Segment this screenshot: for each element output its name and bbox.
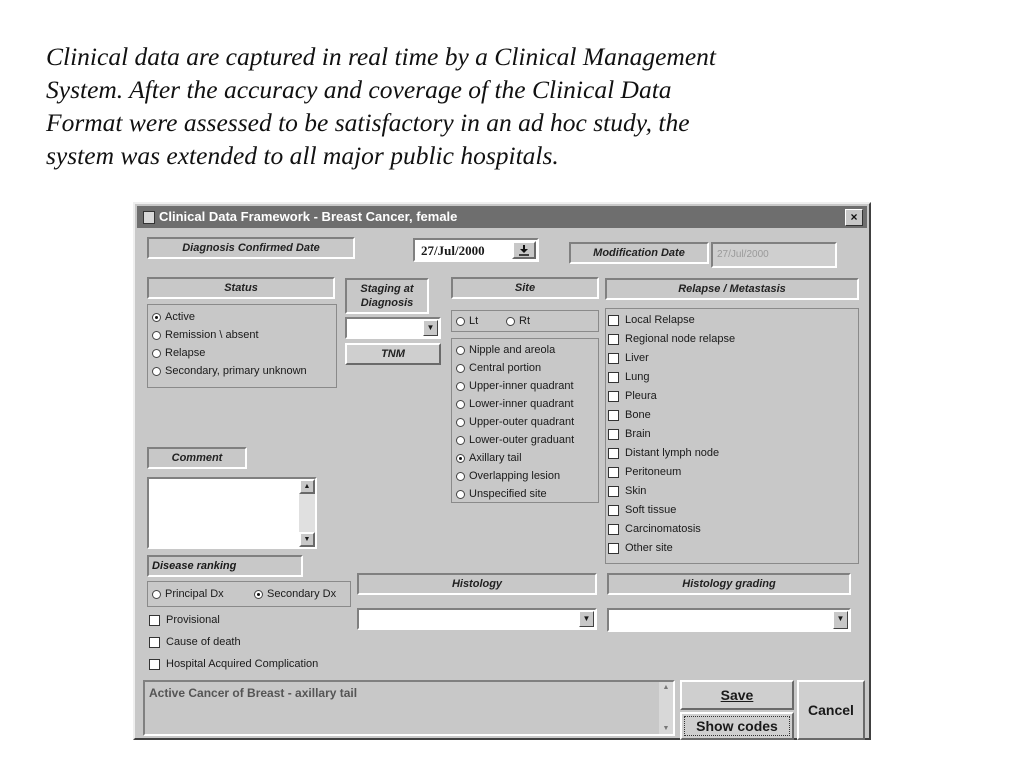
- title-bar[interactable]: [137, 206, 867, 228]
- checkbox-icon: [608, 448, 619, 459]
- site-option[interactable]: Lower-inner quadrant: [456, 396, 574, 413]
- tnm-button[interactable]: TNM: [345, 343, 441, 365]
- diagnosis-date-field[interactable]: [413, 238, 539, 262]
- relapse-checkbox[interactable]: Soft tissue: [608, 502, 676, 519]
- side-option-right[interactable]: Rt: [506, 313, 530, 330]
- provisional-checkbox[interactable]: Provisional: [149, 612, 220, 629]
- site-option[interactable]: Lower-outer graduant: [456, 432, 574, 449]
- side-option-left[interactable]: Lt: [456, 313, 478, 330]
- clinical-data-window: [133, 202, 871, 740]
- caption-line: system was extended to all major public hospitals.: [46, 141, 559, 170]
- radio-icon: [456, 346, 465, 355]
- radio-icon: [152, 313, 161, 322]
- radio-icon: [152, 349, 161, 358]
- checkbox-icon: [608, 543, 619, 554]
- checkbox-icon: [149, 637, 160, 648]
- disease-ranking-header: Disease ranking: [147, 555, 303, 577]
- window-app-icon: [143, 211, 155, 224]
- relapse-checkbox[interactable]: Regional node relapse: [608, 331, 735, 348]
- relapse-checkbox[interactable]: Peritoneum: [608, 464, 681, 481]
- side-group: [451, 310, 599, 332]
- status-option-relapse[interactable]: Relapse: [152, 345, 205, 362]
- comment-header: Comment: [147, 447, 247, 469]
- status-group: [147, 304, 337, 388]
- radio-icon: [254, 590, 263, 599]
- cause-of-death-checkbox[interactable]: Cause of death: [149, 634, 241, 651]
- relapse-checkbox[interactable]: Lung: [608, 369, 649, 386]
- checkbox-icon: [608, 429, 619, 440]
- ranking-option-principal[interactable]: Principal Dx: [152, 586, 224, 603]
- relapse-header: Relapse / Metastasis: [605, 278, 859, 300]
- relapse-checkbox[interactable]: Skin: [608, 483, 646, 500]
- site-option[interactable]: Nipple and areola: [456, 342, 555, 359]
- checkbox-icon: [149, 615, 160, 626]
- histology-header: Histology: [357, 573, 597, 595]
- checkbox-icon: [608, 505, 619, 516]
- relapse-checkbox[interactable]: Local Relapse: [608, 312, 695, 329]
- checkbox-icon: [608, 372, 619, 383]
- site-option[interactable]: Upper-outer quadrant: [456, 414, 574, 431]
- radio-icon: [456, 400, 465, 409]
- save-button[interactable]: Save: [680, 680, 794, 710]
- relapse-checkbox[interactable]: Pleura: [608, 388, 657, 405]
- site-option[interactable]: Central portion: [456, 360, 541, 377]
- histology-grading-header: Histology grading: [607, 573, 851, 595]
- status-header: Status: [147, 277, 335, 299]
- ranking-option-secondary[interactable]: Secondary Dx: [254, 586, 336, 603]
- checkbox-icon: [608, 353, 619, 364]
- modification-date-field: 27/Jul/2000: [711, 242, 837, 268]
- relapse-checkbox[interactable]: Distant lymph node: [608, 445, 719, 462]
- checkbox-icon: [608, 410, 619, 421]
- site-header: Site: [451, 277, 599, 299]
- chevron-down-icon[interactable]: ▼: [833, 611, 848, 629]
- summary-box: [143, 680, 675, 736]
- histology-select[interactable]: [357, 608, 597, 630]
- scroll-down-icon[interactable]: ▼: [662, 725, 670, 732]
- diagnosis-date-value: 27/Jul/2000: [421, 243, 485, 258]
- caption-line: System. After the accuracy and coverage of the Clinical Data: [46, 75, 672, 104]
- radio-icon: [506, 317, 515, 326]
- summary-scrollbar[interactable]: [659, 682, 673, 734]
- relapse-checkbox[interactable]: Bone: [608, 407, 651, 424]
- checkbox-icon: [608, 486, 619, 497]
- status-option-active[interactable]: Active: [152, 309, 195, 326]
- radio-icon: [456, 364, 465, 373]
- summary-text: Active Cancer of Breast - axillary tail: [149, 686, 358, 700]
- scroll-down-icon[interactable]: ▼: [299, 532, 315, 547]
- checkbox-icon: [608, 334, 619, 345]
- scroll-up-icon[interactable]: ▲: [299, 479, 315, 494]
- checkbox-icon: [608, 467, 619, 478]
- relapse-checkbox[interactable]: Other site: [608, 540, 673, 557]
- radio-icon: [456, 436, 465, 445]
- date-picker-icon[interactable]: [512, 241, 536, 259]
- status-option-secondary[interactable]: Secondary, primary unknown: [152, 363, 307, 380]
- close-icon[interactable]: ×: [845, 209, 863, 226]
- caption-line: Format were assessed to be satisfactory in an ad hoc study, the: [46, 108, 690, 137]
- caption-line: Clinical data are captured in real time by a Clinical Management: [46, 42, 716, 71]
- window-title: Clinical Data Framework - Breast Cancer, female: [159, 209, 458, 224]
- radio-icon: [456, 472, 465, 481]
- site-option[interactable]: Upper-inner quadrant: [456, 378, 574, 395]
- cancel-button[interactable]: Cancel: [797, 680, 865, 740]
- site-option[interactable]: Unspecified site: [456, 486, 547, 503]
- chevron-down-icon[interactable]: ▼: [423, 320, 438, 336]
- histology-grading-select[interactable]: [607, 608, 851, 632]
- site-option[interactable]: Axillary tail: [456, 450, 522, 467]
- radio-icon: [456, 418, 465, 427]
- relapse-checkbox[interactable]: Carcinomatosis: [608, 521, 701, 538]
- caption-text: [46, 40, 1006, 172]
- radio-icon: [456, 454, 465, 463]
- comment-textarea[interactable]: [147, 477, 317, 549]
- radio-icon: [152, 590, 161, 599]
- checkbox-icon: [149, 659, 160, 670]
- diagnosis-date-label: Diagnosis Confirmed Date: [147, 237, 355, 259]
- radio-icon: [456, 382, 465, 391]
- staging-header: Staging at Diagnosis: [345, 278, 429, 314]
- radio-icon: [152, 367, 161, 376]
- staging-select[interactable]: [345, 317, 441, 339]
- relapse-checkbox[interactable]: Liver: [608, 350, 649, 367]
- radio-icon: [456, 490, 465, 499]
- site-options-group: [451, 338, 599, 503]
- relapse-group: [605, 308, 859, 564]
- radio-icon: [456, 317, 465, 326]
- checkbox-icon: [608, 391, 619, 402]
- relapse-checkbox[interactable]: Brain: [608, 426, 651, 443]
- comment-scrollbar[interactable]: [299, 479, 315, 547]
- show-codes-button[interactable]: Show codes: [680, 712, 794, 740]
- checkbox-icon: [608, 315, 619, 326]
- scroll-up-icon[interactable]: ▲: [662, 684, 670, 691]
- modification-date-label: Modification Date: [569, 242, 709, 264]
- radio-icon: [152, 331, 161, 340]
- status-option-remission[interactable]: Remission \ absent: [152, 327, 259, 344]
- site-option[interactable]: Overlapping lesion: [456, 468, 560, 485]
- ranking-group: [147, 581, 351, 607]
- hospital-acquired-checkbox[interactable]: Hospital Acquired Complication: [149, 656, 318, 673]
- checkbox-icon: [608, 524, 619, 535]
- chevron-down-icon[interactable]: ▼: [579, 611, 594, 627]
